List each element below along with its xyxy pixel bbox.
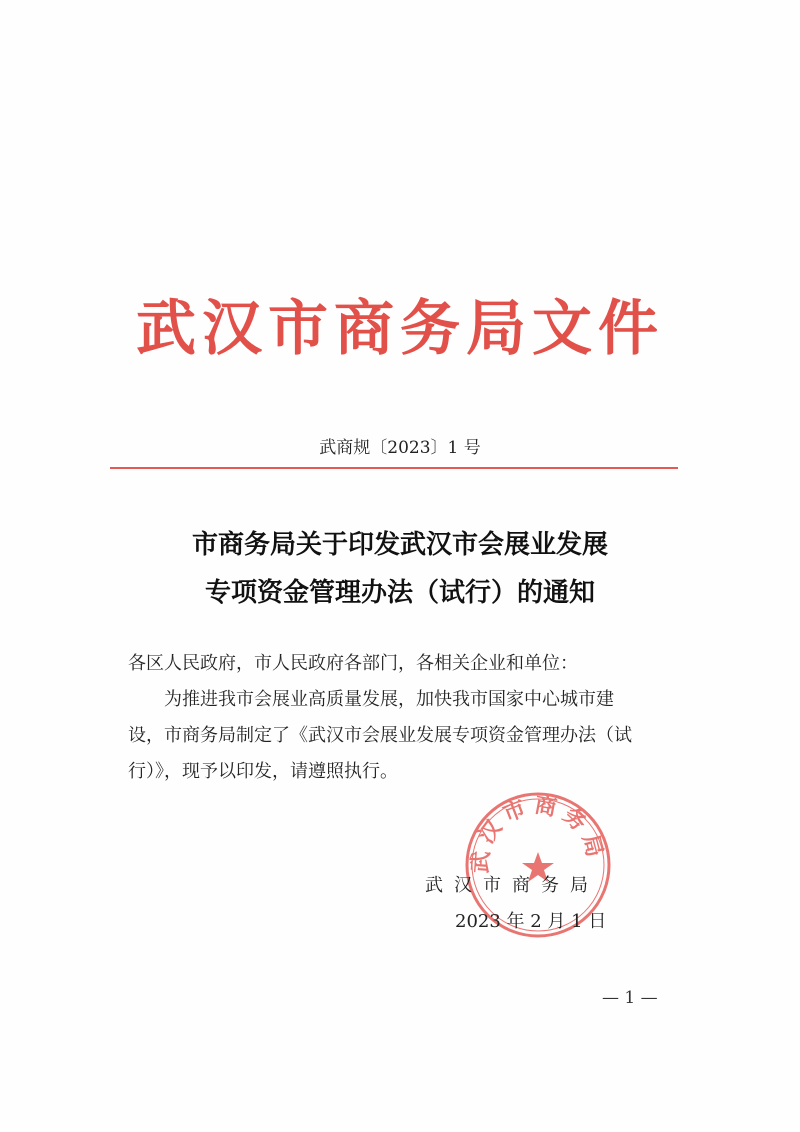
notice-title-line-2: 专项资金管理办法（试行）的通知 xyxy=(204,578,595,608)
issuer-signature: 武汉市商务局 xyxy=(425,875,599,896)
header-divider xyxy=(110,467,678,469)
document-number: 武商规〔2023〕1 号 xyxy=(319,438,481,458)
page-number: — 1 — xyxy=(602,988,658,1008)
paragraph-line: 设，市商务局制定了《武汉市会展业发展专项资金管理办法（试 xyxy=(128,725,632,746)
paragraph-line: 行）》，现予以印发，请遵照执行。 xyxy=(128,761,398,782)
seal-text: 武汉市商务局 xyxy=(468,792,609,875)
salutation: 各区人民政府，市人民政府各部门，各相关企业和单位： xyxy=(128,653,578,674)
issue-date: 2023 年 2 月 1 日 xyxy=(455,911,607,932)
document-masthead: 武汉市商务局文件 xyxy=(136,294,664,364)
body-paragraph xyxy=(128,682,688,790)
notice-title-line-1: 市商务局关于印发武汉市会展业发展 xyxy=(191,530,608,560)
paragraph-line: 为推进我市会展业高质量发展，加快我市国家中心城市建 xyxy=(164,689,614,710)
